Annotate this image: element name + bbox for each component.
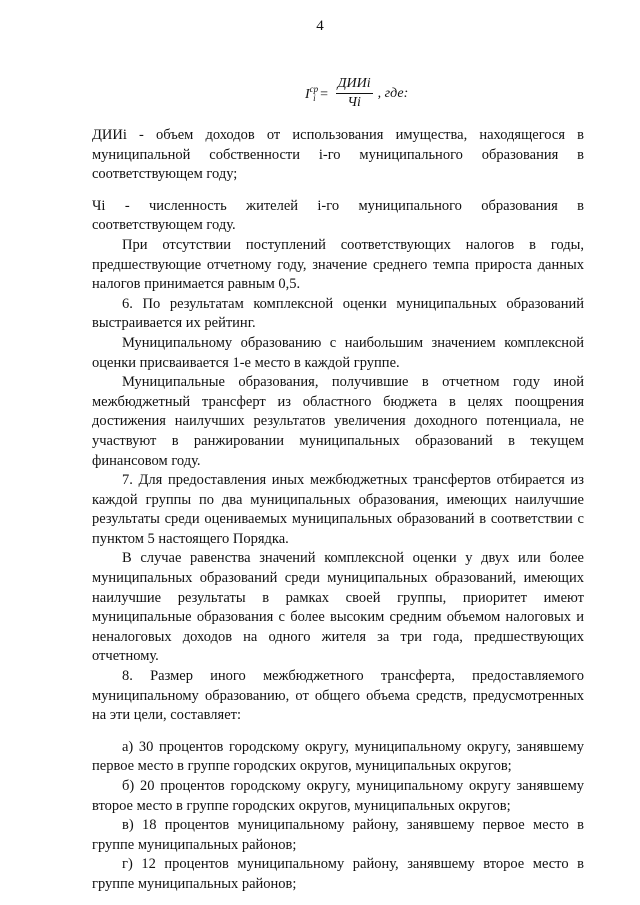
formula-lhs: $I^{ср}_i$ = — [305, 84, 329, 103]
formula-denominator: Чi — [347, 95, 361, 110]
paragraph-ch-definition: Чi - численность жителей i-го муниципального образования в соответствующем году. — [92, 197, 584, 234]
paragraph-no-revenue: При отсутствии поступлений соответствующих налогов в годы, предшествующие отчетному году, значение среднего темпа прироста данных налогов принимается равным 0,5. — [92, 236, 584, 293]
formula-numerator: ДИИi — [336, 76, 373, 94]
formula-tail: , где: — [377, 85, 409, 101]
paragraph-first-place: Муниципальному образованию с наибольшим значением комплексной оценки присваивается 1-е место в каждой группе. — [92, 334, 584, 371]
document-body — [92, 126, 584, 895]
list-item-g: г) 12 процентов муниципальному району, занявшему второе место в группе муниципальных районов; — [92, 856, 584, 892]
formula-lhs-base: I — [305, 87, 310, 102]
paragraph-item-6: 6. По результатам комплексной оценки муниципальных образований выстраивается их рейтинг. — [92, 295, 584, 332]
list-item-b: б) 20 процентов городскому округу, муниципальному округу занявшему второе место в группе городских округов, муниципальных округов; — [92, 778, 584, 814]
paragraph-dii-definition: ДИИi - объем доходов от использования имущества, находящегося в муниципальной собственности i-го муниципального образования в соответствующем году; — [92, 127, 584, 183]
paragraph-item-8: 8. Размер иного межбюджетного трансферта, предоставляемого муниципальному образованию, от общего объема средств, предусмотренных на эти цели, составляет: — [92, 668, 584, 724]
formula-fraction — [336, 76, 373, 111]
paragraph-item-7: 7. Для предоставления иных межбюджетных трансфертов отбирается из каждой группы по два муниципальных образования, имеющих наилучшие результаты среди оцениваемых муниципальных образований в соответствии с пунктом 5 настоящего Порядка. — [92, 472, 584, 547]
list-item-v: в) 18 процентов муниципальному району, занявшему первое место в группе муниципальных районов; — [92, 817, 584, 853]
formula-lhs-sub: i — [313, 93, 316, 103]
formula — [305, 76, 408, 111]
paragraph-tie-break: В случае равенства значений комплексной оценки у двух или более муниципальных образований среди муниципальных образований, имеющих наилучшие результаты в рамках своей группы, приоритет имеют муниципальные образования с более высоким средним объемом налоговых и неналоговых доходов на одного жителя за три года, предшествующих отчетному. — [92, 550, 584, 665]
formula-lhs-sup: ср — [309, 84, 319, 94]
page-number: 4 — [316, 18, 324, 34]
paragraph-exclusion: Муниципальные образования, получившие в отчетном году иной межбюджетный трансферт из областного бюджета в целях поощрения достижения наилучших результатов увеличения доходного потенциала, не участвуют в ранжировании муниципальных образований в текущем финансовом году. — [92, 374, 584, 469]
list-item-a: а) 30 процентов городскому округу, муниципальному округу, занявшему первое место в группе городских округов, муниципальных округов; — [92, 738, 584, 775]
